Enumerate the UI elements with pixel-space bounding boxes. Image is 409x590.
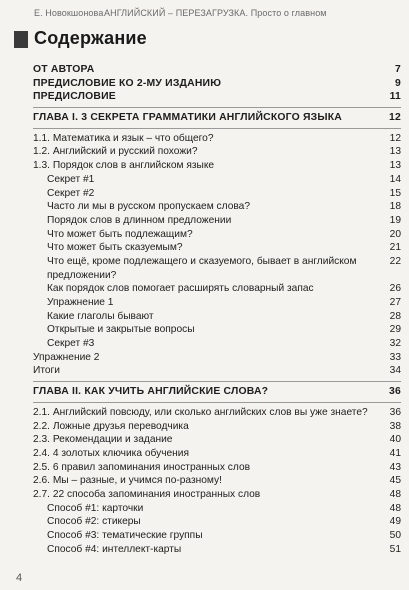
toc-page: 43	[389, 461, 401, 473]
toc-label: 2.5. 6 правил запоминания иностранных слов	[33, 461, 251, 473]
toc-label: ГЛАВА II. КАК УЧИТЬ АНГЛИЙСКИЕ СЛОВА?	[33, 386, 269, 398]
toc-page: 32	[389, 338, 401, 350]
toc-page: 45	[389, 475, 401, 487]
toc-page: 29	[389, 324, 401, 336]
toc-label: Способ #4: интеллект-карты	[47, 543, 182, 555]
toc-page: 51	[389, 543, 401, 555]
toc-label: Упражнение 1	[47, 297, 114, 309]
toc-item[interactable]	[33, 132, 401, 146]
toc-item[interactable]	[33, 474, 401, 488]
toc-page: 15	[389, 187, 401, 199]
toc-label: 2.7. 22 способа запоминания иностранных слов	[33, 488, 261, 500]
toc-label: Итоги	[33, 365, 60, 377]
page-number: 4	[16, 572, 23, 584]
toc-label: 2.4. 4 золотых ключика обучения	[33, 447, 190, 459]
toc-label: Упражнение 2	[33, 351, 100, 363]
toc-item[interactable]	[33, 159, 401, 173]
toc-label: ПРЕДИСЛОВИЕ	[33, 91, 116, 103]
toc-page: 21	[389, 242, 401, 254]
toc-label: ОТ АВТОРА	[33, 64, 95, 75]
toc-label: ГЛАВА I. 3 СЕКРЕТА ГРАММАТИКИ АНГЛИЙСКОГО ЯЗЫКА	[33, 112, 342, 124]
toc-page: 7	[395, 64, 401, 75]
toc-subitem[interactable]	[33, 529, 401, 543]
table-of-contents	[33, 63, 401, 556]
toc-label: Что может быть подлежащим?	[47, 228, 193, 240]
toc-subitem[interactable]	[33, 282, 401, 296]
toc-page: 12	[389, 132, 401, 144]
toc-label: Порядок слов в длинном предложении	[47, 214, 232, 226]
toc-page: 36	[389, 386, 401, 398]
toc-page: 34	[389, 365, 401, 377]
toc-label: Секрет #3	[47, 338, 95, 350]
toc-label: Открытые и закрытые вопросы	[47, 324, 195, 336]
page-title: Содержание	[34, 28, 147, 48]
toc-item[interactable]	[33, 420, 401, 434]
toc-label: 2.1. Английский повсюду, или сколько английских слов вы уже знаете?	[33, 406, 368, 418]
toc-label: 1.2. Английский и русский похожи?	[33, 146, 198, 158]
toc-label: ПРЕДИСЛОВИЕ КО 2-МУ ИЗДАНИЮ	[33, 77, 222, 89]
toc-page: 40	[389, 434, 401, 446]
divider	[33, 107, 401, 108]
toc-chapter-1[interactable]	[33, 111, 401, 125]
toc-page: 41	[389, 447, 401, 459]
toc-page: 22	[389, 255, 401, 267]
toc-page: 13	[389, 160, 401, 172]
toc-page: 20	[389, 228, 401, 240]
toc-subitem[interactable]	[33, 323, 401, 337]
toc-subitem[interactable]	[33, 255, 401, 282]
toc-subitem[interactable]	[33, 187, 401, 201]
toc-label: Секрет #2	[47, 187, 95, 199]
toc-page: 28	[389, 310, 401, 322]
toc-page: 14	[389, 173, 401, 185]
toc-page: 9	[395, 77, 401, 89]
toc-page: 33	[389, 351, 401, 363]
toc-subitem[interactable]	[33, 228, 401, 242]
toc-entry-preface[interactable]	[33, 90, 401, 104]
toc-item[interactable]	[33, 488, 401, 502]
toc-page: 18	[389, 201, 401, 213]
toc-subitem[interactable]	[33, 296, 401, 310]
toc-label: Как порядок слов помогает расширять словарный запас	[47, 283, 314, 295]
toc-page: 26	[389, 283, 401, 295]
toc-label: Способ #1: карточки	[47, 502, 144, 514]
toc-label: Что ещё, кроме подлежащего и сказуемого, бывает в английском предложении?	[47, 255, 357, 281]
toc-label: 2.6. Мы – разные, и учимся по-разному!	[33, 475, 222, 487]
toc-label: 2.3. Рекомендации и задание	[33, 434, 173, 446]
toc-page: 48	[389, 502, 401, 514]
divider	[33, 128, 401, 129]
toc-subitem[interactable]	[33, 173, 401, 187]
toc-entry-author[interactable]	[33, 63, 401, 77]
toc-subitem[interactable]	[33, 337, 401, 351]
toc-page: 13	[389, 146, 401, 158]
toc-item[interactable]	[33, 145, 401, 159]
running-head-author: Е. Новокшонова	[34, 8, 104, 18]
toc-subitem[interactable]	[33, 502, 401, 516]
toc-label: Что может быть сказуемым?	[47, 242, 183, 254]
toc-label: Способ #2: стикеры	[47, 516, 141, 528]
toc-item[interactable]	[33, 461, 401, 475]
running-head-series: АНГЛИЙСКИЙ – ПЕРЕЗАГРУЗКА. Просто о главном	[104, 8, 327, 18]
toc-subitem[interactable]	[33, 543, 401, 557]
toc-label: Секрет #1	[47, 173, 95, 185]
toc-page: 48	[389, 488, 401, 500]
toc-item[interactable]	[33, 364, 401, 378]
toc-page: 27	[389, 297, 401, 309]
toc-label: Способ #3: тематические группы	[47, 530, 203, 542]
toc-page: 19	[389, 214, 401, 226]
toc-subitem[interactable]	[33, 241, 401, 255]
toc-chapter-2[interactable]	[33, 385, 401, 399]
toc-subitem[interactable]	[33, 200, 401, 214]
toc-item[interactable]	[33, 351, 401, 365]
divider	[33, 402, 401, 403]
toc-label: 1.3. Порядок слов в английском языке	[33, 160, 215, 172]
toc-page: 36	[389, 406, 401, 418]
toc-page: 38	[389, 420, 401, 432]
running-head	[0, 0, 409, 24]
toc-label: 2.2. Ложные друзья переводчика	[33, 420, 189, 432]
toc-item[interactable]	[33, 433, 401, 447]
toc-item[interactable]	[33, 447, 401, 461]
toc-page: 49	[389, 516, 401, 528]
toc-page: 11	[389, 91, 401, 103]
toc-label: 1.1. Математика и язык – что общего?	[33, 132, 214, 144]
toc-subitem[interactable]	[33, 214, 401, 228]
toc-subitem[interactable]	[33, 310, 401, 324]
divider	[33, 381, 401, 382]
toc-page: 12	[389, 112, 401, 124]
toc-entry-preface-2nd[interactable]	[33, 77, 401, 91]
toc-label: Какие глаголы бывают	[47, 310, 154, 322]
toc-label: Часто ли мы в русском пропускаем слова?	[47, 201, 250, 213]
toc-page: 50	[389, 530, 401, 542]
title-marker	[14, 31, 28, 48]
toc-subitem[interactable]	[33, 515, 401, 529]
toc-item[interactable]	[33, 406, 401, 420]
